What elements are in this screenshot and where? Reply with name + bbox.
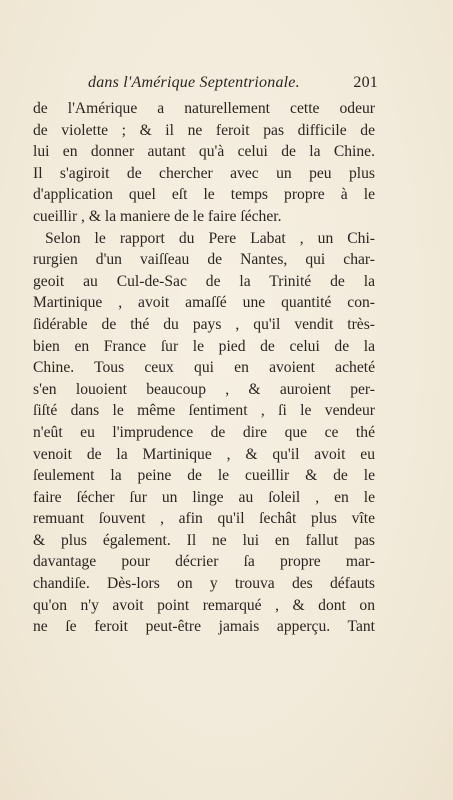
text-line: n'eût eu l'imprudence de dire que ce thé — [33, 423, 375, 441]
text-line: Martinique , avoit amaſſé une quantité con- — [33, 294, 375, 312]
text-line: Selon le rapport du Pere Labat , un Chi- — [45, 229, 375, 247]
text-line: de l'Amérique a naturellement cette odeur — [33, 100, 375, 117]
text-line: cueillir , & la maniere de le faire ſécher. — [33, 207, 282, 225]
text-line: venoit de la Martinique , & qu'il avoit eu — [33, 445, 375, 463]
page-number: 201 — [353, 74, 378, 91]
text-line: faire ſécher ſur un linge au ſoleil , en le — [33, 488, 375, 506]
text-line: qu'on n'y avoit point remarqué , & dont on — [33, 596, 375, 614]
text-line: rurgien d'un vaiſſeau de Nantes, qui char- — [33, 251, 375, 269]
text-line: remuant ſouvent , afin qu'il ſechât plus vîte — [33, 510, 375, 528]
text-line: ſeulement la peine de le cueillir & de le — [33, 467, 375, 485]
text-line: ſidérable de thé du pays , qu'il vendit très- — [33, 315, 375, 333]
text-line: d'application quel eſt le temps propre à le — [33, 186, 375, 204]
text-line: ſiſté dans le même ſentiment , ſi le vendeur — [33, 402, 375, 420]
text-line: de violette ; & il ne feroit pas difficile de — [33, 121, 375, 139]
text-line: chandiſe. Dès-lors on y trouva des défauts — [33, 575, 375, 593]
text-line: lui en donner autant qu'à celui de la Chine. — [33, 143, 375, 161]
text-line: davantage pour décrier ſa propre mar- — [33, 553, 375, 571]
text-line: geoit au Cul-de-Sac de la Trinité de la — [33, 272, 375, 290]
text-line: & plus également. Il ne lui en fallut pas — [33, 531, 375, 549]
text-line: bien en France ſur le pied de celui de la — [33, 337, 375, 355]
page-header — [88, 74, 378, 92]
text-line: Il s'agiroit de chercher avec un peu plus — [33, 164, 375, 182]
body-text — [33, 98, 375, 638]
text-line: Chine. Tous ceux qui en avoient acheté — [33, 359, 375, 377]
text-line: ne ſe feroit peut-être jamais apperçu. Tant — [33, 618, 375, 636]
running-title: dans l'Amérique Septentrionale. — [88, 74, 300, 91]
text-line: s'en louoient beaucoup , & auroient per- — [33, 380, 375, 398]
